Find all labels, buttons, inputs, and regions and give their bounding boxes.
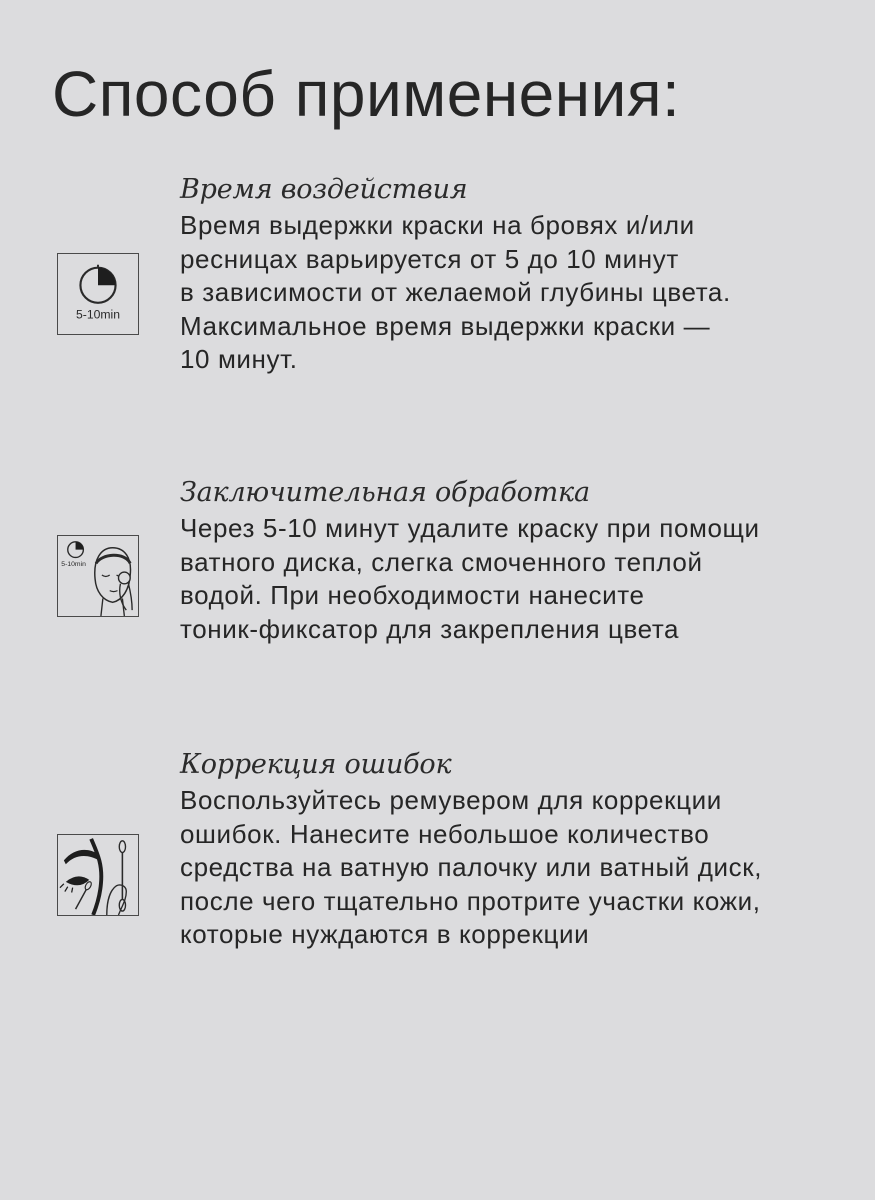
step-heading: Заключительная обработка	[180, 477, 590, 508]
timer-icon	[57, 253, 139, 335]
step-description: Воспользуйтесь ремувером для коррекции ошибок. Нанесите небольшое количество средства на ватную палочку или ватный диск, после чего тщательно протрите участки кожи, которые нуждаются в коррекции	[180, 785, 763, 949]
timer-duration-label: 5-10min	[75, 307, 121, 322]
step-description: Время выдержки краски на бровях и/или ресницах варьируется от 5 до 10 минут в зависимости от желаемой глубины цвета. Максимальное время выдержки краски — 10 минут.	[180, 210, 731, 374]
step-description: Через 5-10 минут удалите краску при помощи ватного диска, слегка смоченного теплой водой. При необходимости нанесите тоник-фиксатор для закрепления цвета	[180, 513, 760, 644]
face-cleansing-icon	[57, 535, 139, 617]
step-heading: Коррекция ошибок	[180, 749, 452, 780]
page-title: Способ применения:	[52, 58, 681, 130]
timer-duration-label: 5-10min	[61, 561, 86, 569]
cotton-swab-correction-icon	[57, 834, 139, 916]
step-heading: Время воздействия	[180, 174, 468, 205]
